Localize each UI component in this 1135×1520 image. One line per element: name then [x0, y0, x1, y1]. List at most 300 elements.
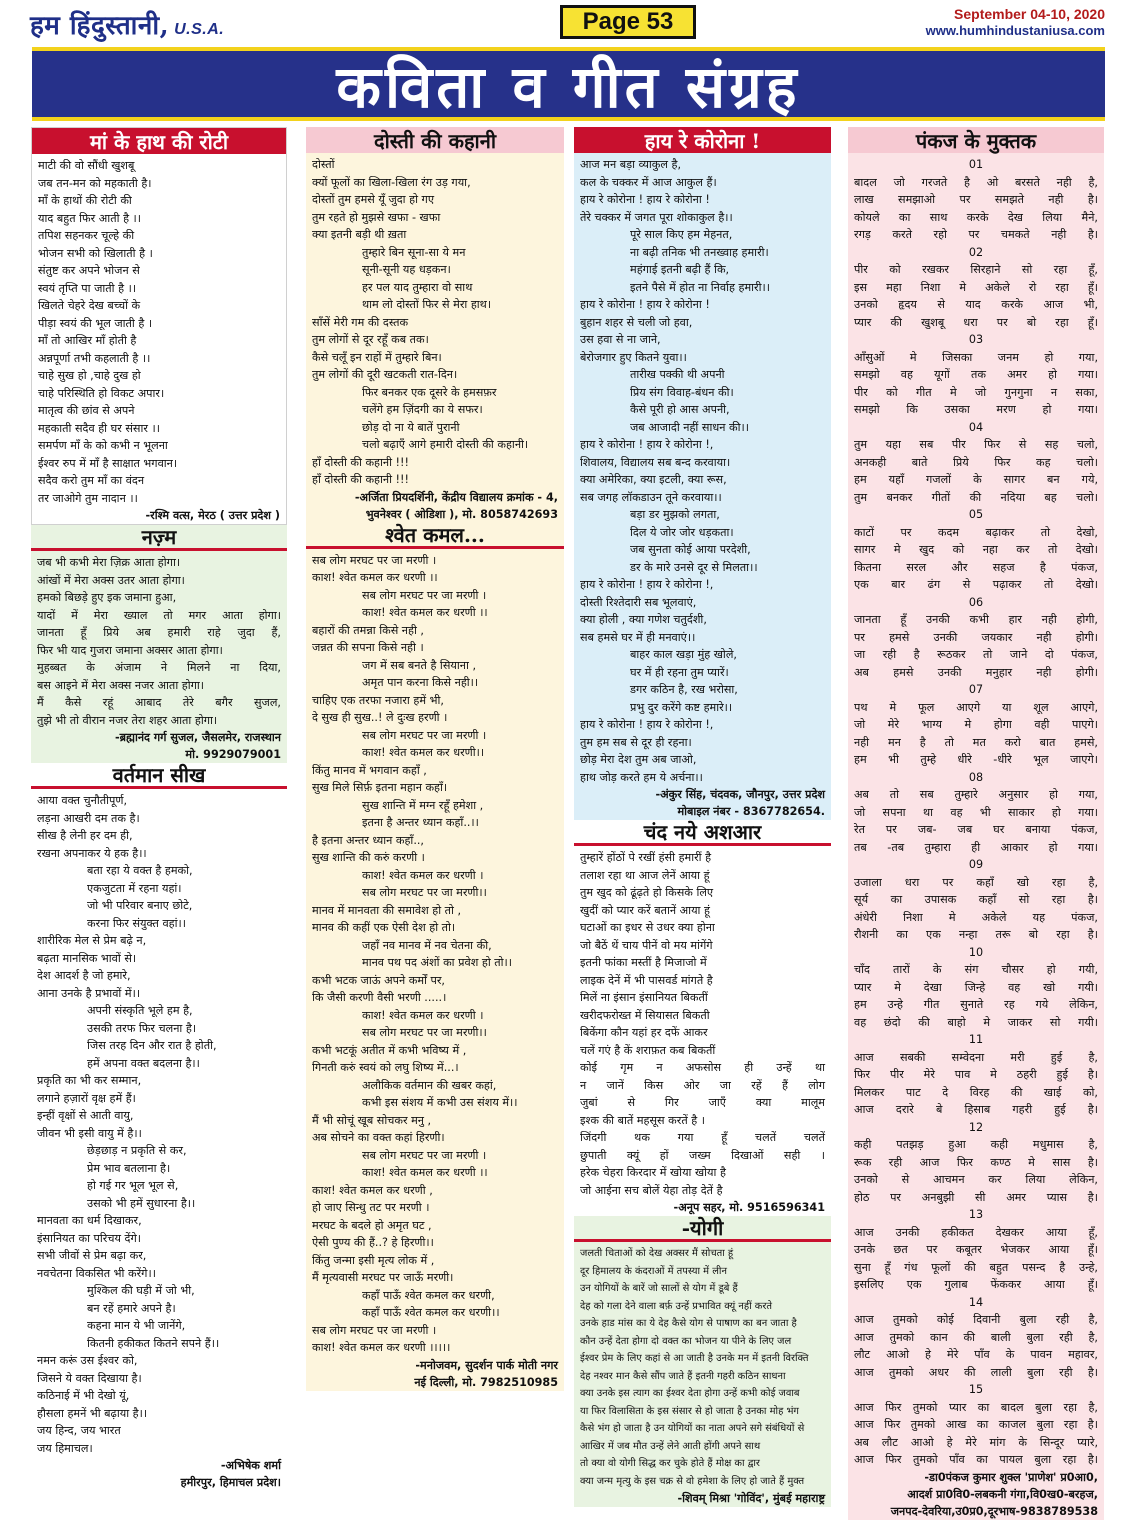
poem-line: लगाने हज़ारों वृक्ष हमें हैं।	[37, 1091, 136, 1105]
poem-line: जन्नत की सपना किसे नही ।	[312, 641, 424, 654]
poem-line: उजाला धरा पर कहाँ खो रहा है,	[854, 875, 1098, 889]
poem-line: घटाओं का इधर से उधर क्या होना	[580, 921, 715, 934]
stanza-number: 12	[968, 1120, 984, 1134]
poem-line: छोड़ मेरा देश तुम अब जाओ,	[580, 753, 697, 766]
poem-line: माटी की वो सौंधी खुशबू	[38, 159, 135, 172]
poem-line: जलती चिताओं को देख अक्सर मैं सोचता हूं	[580, 1248, 734, 1259]
poem-line: प्रेम भाव बतलाना है।	[87, 1161, 171, 1175]
poem-line: जानता हूँ प्रिये अब हमारी राहे जुदा हैं,	[37, 626, 281, 639]
poem-line: मानव की कहीं एक ऐसी देश हो तो।	[312, 921, 456, 934]
poem-line: फिर बनकर एक दूसरे के हमसफ़र	[362, 385, 497, 399]
poem-line: उसकी तरफ फिर चलना है।	[87, 1021, 197, 1035]
poem-line: सब लोग मरघट पर जा मरणी।।	[362, 886, 487, 899]
poem-line: सदैव करो तुम माँ का वंदन	[38, 474, 145, 487]
poem-line: चाहे परिस्थिति हो विकट अपार।	[38, 386, 165, 400]
poem-line: डर के मारे उनसे दूर से मिलता।।	[630, 560, 758, 574]
poem-line: क्या उनके इस त्याग का ईश्वर देता होगा उन्हें कभी कोई जवाब	[580, 1388, 800, 1399]
poem-line: काश! श्वेत कमल कर धरणी ।	[362, 868, 484, 882]
poem-line: अलौकिक वर्तमान की खबर कहां,	[362, 1078, 497, 1092]
poem-line: रूक रही आज फिर कण्ठ मे सास है।	[854, 1155, 1098, 1169]
poem-line: हर पल याद तुम्हारा वो साथ	[362, 280, 473, 294]
poem-roti	[31, 127, 287, 525]
poem-line: माँ तो आखिर माँ होती है	[38, 334, 137, 347]
poem-line: हाय रे कोरोना ! हाय रे कोरोना !,	[580, 718, 714, 731]
poem-body	[574, 1242, 831, 1507]
poem-line: मिलें ना इंसान इंसानियत बिकतीं	[580, 991, 708, 1004]
poet-credit: -मनोजवम, सुदर्शन पार्क मोती नगर	[415, 1358, 558, 1372]
stanza-number: 05	[968, 508, 984, 521]
poem-line: जहाँ नव मानव में नव चेतना की,	[362, 938, 492, 952]
poem-line: महकाती सदैव ही घर संसार ।।	[38, 421, 161, 435]
poem-line: पूरे साल किए हम मेहनत,	[630, 228, 733, 241]
poem-line: किंतु जन्मा इसी मृत्य लोक में ,	[312, 1253, 435, 1267]
poem-vartman-seekh	[31, 763, 287, 1491]
poem-line: सब लोग मरघट पर जा मरणी ।	[362, 1148, 487, 1162]
poem-line: कैसे भंग हो जाता है उन योगियों का नाता अपने सगे संबंधियों से	[580, 1423, 805, 1434]
poet-credit: आदर्श प्रा0वि0-लबकनी गंगा,वि0ख0-बरहज,	[907, 1487, 1098, 1501]
poem-line: तुम्हारे बिन सूना-सा ये मन	[362, 245, 466, 259]
poet-credit: -शिवम् मिश्रा 'गोविंद', मुंबई महाराष्ट्र	[677, 1492, 825, 1505]
poem-line: हाँ दोस्ती की कहानी !!!	[312, 473, 410, 486]
poem-line: मैं मृत्यवासी मरघट पर जाऊँ मरणी।	[312, 1271, 454, 1284]
poem-line: आँसुओं मे जिसका जनम हो गया,	[854, 350, 1098, 364]
poem-line: सुख मिले सिर्फ़ इतना महान कहाँ।	[312, 781, 448, 794]
poem-line: मानव पथ पद अंशों का प्रवेश हो तो।।	[362, 956, 513, 969]
poem-line: तुझे भी तो वीरान नजर तेरा शहर आता होगा।	[37, 713, 218, 727]
poem-line: छेड़छाड़ न प्रकृति से कर,	[87, 1144, 187, 1157]
poem-ashaar	[574, 820, 831, 1216]
poem-line: दे सुख ही सुख..! ले दुःख हरणी ।	[312, 711, 448, 724]
page-header	[0, 0, 1135, 44]
website-link[interactable]: www.humhindustaniusa.com	[925, 23, 1105, 38]
poem-body	[306, 549, 564, 1391]
poet-credit: -अभिषेक शर्मा	[220, 1459, 281, 1472]
poem-line: प्रभु दुर करेंगे कष्ट हमारे।।	[630, 700, 733, 714]
poem-line: मानवता का धर्म दिखाकर,	[37, 1214, 142, 1227]
stanza-number: 15	[968, 1383, 984, 1396]
poem-line: सागर मे खुद को नहा कर तो देखो।	[854, 543, 1098, 556]
stanza-number: 14	[968, 1295, 984, 1309]
section-title: वर्तमान सीख	[31, 763, 287, 789]
poem-line: पथ मे फूल आएगे या शूल आएगे,	[854, 700, 1098, 714]
poem-line: तुम यहा सब पीर फिर से सह चलो,	[854, 438, 1098, 451]
poem-line: प्यार मे देखा जिन्हे वह खो गयी।	[854, 980, 1098, 994]
poem-line: छोड़ दो ना ये बातें पुरानी	[362, 420, 460, 434]
poem-line: समझो वह यूगों तक अमर हो गया।	[854, 368, 1098, 381]
poem-line: काश! श्वेत कमल कर धरणी ।।	[362, 1166, 488, 1179]
poem-line: जो भी परिवार बनाए छोटे,	[87, 899, 193, 912]
poem-line: नमन करूं उस ईश्वर को,	[37, 1354, 138, 1367]
poem-line: यादों में मेरा ख्याल तो मगर आता होगा।	[37, 608, 281, 622]
poem-line: कि जैसी करणी वैसी भरणी .....।	[312, 991, 447, 1004]
section-title: पंकज के मुक्तक	[848, 127, 1104, 153]
poem-line: हम भी तुम्हे धीरे -धीरे भूल जाएगे।	[854, 753, 1098, 766]
poem-line: कैसे पूरी हो आस अपनी,	[630, 403, 730, 416]
poem-line: घर में ही रहना तुम प्यारें।	[630, 665, 729, 679]
poem-line: तुम रहते हो मुझसे खफा - खफा	[312, 210, 441, 224]
poem-line: उन योगियों के बारें जो सालों से योग में डूबे हैं	[580, 1283, 738, 1294]
poem-line: बिकेंगा कौन यहां हर दफें आकर	[580, 1026, 708, 1039]
poem-line: सब लोग मरघट पर जा मरणी ।	[362, 728, 487, 742]
poem-line: जब तन-मन को महकाती है।	[38, 176, 152, 190]
column-4	[848, 127, 1104, 1518]
poem-nazm	[31, 525, 287, 763]
poet-credit: भुवनेश्वर ( ओडिशा ), मो. 8058742693	[365, 507, 558, 521]
poem-line: इश्क की बातें महसूस करतें है ।	[580, 1113, 705, 1127]
poem-line: कभी भटक जाऊं अपने कर्मों पर,	[312, 973, 445, 987]
poem-line: कभी इस संशय में कभी उस संशय में।।	[362, 1096, 518, 1109]
poem-line: फिर भी याद गुजरा जमाना अक्सर आता होगा।	[37, 643, 223, 657]
poem-line: चलेंगे हम ज़िंदगी का ये सफर।	[362, 403, 483, 416]
poem-line: आंखों में मेरा अक्स उतर आता होगा।	[37, 573, 185, 587]
poem-line: मिलकर पाट दे विरह की खाई को,	[854, 1085, 1098, 1099]
poem-line: माँ के हाथों की रोटी की	[38, 194, 132, 207]
poem-line: थाम लो दोस्तों फिर से मेरा हाथ।	[362, 298, 492, 311]
section-title: मां के हाथ की रोटी	[32, 128, 286, 154]
poem-line: डगर कठिन है, रख भरोसा,	[630, 683, 738, 696]
poem-line: मरघट के बदले हो अमृत घट ,	[312, 1218, 432, 1232]
poem-line: अनकही बाते प्रिये फिर कह चलो।	[854, 455, 1098, 469]
poem-line: पर हमसे उनकी जयकार नही होगी।	[854, 630, 1098, 644]
poem-line: खिलते चेहरे देख बच्चों के	[38, 299, 141, 312]
issue-date: September 04-10, 2020	[954, 6, 1105, 22]
poem-line: कल के चक्कर में आज आकुल हैं।	[580, 175, 717, 189]
poem-line: अपनी संस्कृति भूले हम है,	[87, 1004, 193, 1017]
poem-line: सब लोग मरघट पर जा मरणी ।	[362, 588, 487, 602]
poem-line: आज उनकी हकीकत देखकर आया हूँ,	[854, 1225, 1098, 1239]
poem-body	[574, 153, 831, 820]
poem-line: जो मेरे भाग्य मे होगा वही पाएगे।	[854, 718, 1098, 731]
poem-line: कभी भटकूं अतीत में कभी भविष्य में ,	[312, 1043, 467, 1057]
poem-line: खुदीं को प्यार करें बतानें आया हूं	[580, 903, 710, 917]
stanza-number: 06	[968, 595, 984, 609]
poem-line: खरीदफरोख्त में सियासत बिकती	[580, 1008, 710, 1022]
poem-line: दोस्ती रिश्तेदारी सब भूलवाएं,	[580, 595, 697, 609]
poem-line: बस आइने में मेरा अक्स नजर आता होगा।	[37, 678, 205, 692]
poem-line: तपिश सहनकर चूल्हे की	[38, 229, 135, 242]
poem-line: लाख समझाओ पर समझते नही है।	[854, 193, 1098, 206]
poet-credit: -ब्रह्मानंद गर्ग सुजल, जैसलमेर, राजस्थान	[114, 731, 281, 744]
poem-line: कोई गृम न अफसोस ही उन्हें था	[580, 1061, 825, 1074]
poem-line: मैं भी सोचूं खूब सोचकर मनु ,	[312, 1113, 432, 1127]
poem-line: मुहब्बत के अंजाम ने मिलने ना दिया,	[37, 661, 281, 674]
poem-line: हो गई गर भूल भूल से,	[87, 1179, 179, 1192]
poem-line: हाय रे कोरोना ! हाय रे कोरोना !	[580, 298, 710, 311]
poem-line: मैं कैसे रहूं आबाद तेरे बगैर सुजल,	[37, 696, 281, 709]
poem-line: हाँ दोस्ती की कहानी !!!	[312, 455, 410, 469]
poem-line: हो जाए सिन्धु तट पर मरणी ।	[312, 1201, 430, 1214]
brand-name: हम हिंदुस्तानी,	[30, 11, 170, 41]
poem-line: संतुष्ट कर अपने भोजन से	[38, 264, 140, 277]
poem-line: जा रही है रूठकर तो जाने दो पंकज,	[854, 648, 1098, 661]
stanza-number: 10	[968, 945, 984, 959]
section-title: -योगी	[574, 1216, 831, 1242]
column-1	[31, 127, 287, 1505]
poem-line: बहारों की तमन्ना किसे नही ,	[312, 623, 424, 637]
brand-suffix: U.S.A.	[169, 21, 225, 38]
stanza-number: 07	[968, 683, 984, 696]
poem-line: कौन उन्हें देता होगा दो वक्त का भोजन या पीने के लिए जल	[580, 1335, 792, 1347]
poem-line: सूर्य का उपासक कहाँ सो रहा है।	[854, 893, 1098, 906]
poem-line: अब हमसे उनकी मनुहार नही होगी।	[854, 665, 1098, 679]
poem-line: हम यहाँ गजलों के सागर बन गये,	[854, 473, 1098, 486]
poem-line: रौशनी का एक नन्हा तरू बो रहा है।	[854, 928, 1098, 941]
poem-line: सूनी-सूनी यह धड़कन।	[362, 263, 451, 276]
banner-title: कविता व गीत संग्रह	[336, 52, 801, 121]
poem-body	[32, 154, 286, 524]
poem-line: लौट आओ हे मेरे पाँव के पावन महावर,	[854, 1348, 1098, 1361]
poem-line: हाय रे कोरोना ! हाय रे कोरोना !	[580, 193, 710, 206]
column-3	[574, 127, 831, 1505]
poet-credit: -अर्जिता प्रियदर्शिनी, केंद्रीय विद्यालय क्रमांक - 4,	[354, 490, 558, 504]
poem-line: कहाँ पाऊँ श्वेत कमल कर धरणी।।	[362, 1306, 500, 1319]
poem-line: रगड़ करते रहो पर चमकते नही है।	[854, 228, 1098, 241]
poem-line: साँसें मेरी गम की दस्तक	[312, 315, 409, 329]
poem-line: इन्हीं वृक्षों से आती वायु,	[37, 1109, 134, 1122]
poem-line: एक बार ढंग से पढ़ाकर तो देखो।	[854, 578, 1098, 591]
poem-line: आज दरारे बे हिसाब गहरी हुई है।	[854, 1103, 1098, 1116]
poem-line: आज सबकी सम्वेदना मरी हुई है,	[854, 1050, 1098, 1064]
poem-line: पीर को रखकर सिरहाने सो रहा हूँ,	[854, 263, 1098, 276]
poem-line: हमें अपना वक्त बदलना है।।	[87, 1056, 200, 1070]
poem-line: तुम बनकर गीतों की नदिया बह चलो।	[854, 490, 1098, 504]
poem-line: सब जगह लॉकडाउन तूने करवाया।।	[580, 490, 722, 504]
poem-line: जिंदगी थक गया हूँ चलतें चलतें	[580, 1131, 825, 1144]
poem-line: याद बहुत फिर आती है ।।	[38, 211, 142, 225]
poem-line: चलो बढ़ाएँ आगे हमारी दोस्ती की कहानी।	[362, 438, 529, 451]
poem-line: चाहिए एक तरफा नजारा हमें भी,	[312, 693, 444, 707]
poem-line: सुख शान्ति में मग्न रहूँ हमेशा ,	[362, 798, 484, 812]
poem-line: मानव में मानवता की समावेश हो तो ,	[312, 903, 462, 917]
poem-line: आखिर में जब मौत उन्हें लेने आती होंगी अपने साथ	[580, 1440, 761, 1452]
stanza-number: 01	[968, 158, 984, 171]
poem-line: तेरे चक्कर में जगत पूरा शोकाकुल है।।	[580, 210, 733, 224]
poem-line: जुबां से गिर जाएँ क्या मालूम	[580, 1096, 825, 1109]
poem-line: आज तुमको अधर की लाली बुला रही है।	[854, 1365, 1098, 1379]
poem-pankaj-muktak	[848, 127, 1104, 1520]
poem-line: जय हिमाचल।	[37, 1441, 93, 1455]
poem-line: दूर हिमालय के कंदराओं में तपस्या में लीन	[580, 1265, 727, 1277]
poem-line: फिर पीर मेरे पाव मे ठहरी हुई है।	[854, 1068, 1098, 1081]
poem-line: चाँद तारों के संग चौसर हो गयी,	[854, 963, 1098, 976]
poem-line: है इतना अन्तर ध्यान कहाँ..,	[312, 833, 424, 847]
poem-line: गिनती करुं स्वयं को लघु शिष्य में...।	[312, 1061, 459, 1074]
poem-line: तुम्हारें होंठों पे रखीं हंसी हमारीं है	[580, 851, 712, 864]
poem-line: रखना अपनाकर ये हक है।।	[37, 846, 147, 860]
poem-line: जो सपना था वह भी साकार हो गया।	[854, 805, 1098, 819]
poem-body	[306, 153, 564, 523]
poem-line: इतना है अन्तर ध्यान कहाँ..।।	[362, 816, 479, 829]
poem-line: शिवालय, विद्यालय सब बन्द करवाया।	[580, 455, 731, 469]
poem-line: क्या जन्म मृत्यु के इस चक्र से वो हमेशा के लिए हो जाते हैं मुक्त	[580, 1475, 805, 1487]
poem-line: ऐसी पुण्य की हैं..? हे हिरणी।।	[312, 1236, 434, 1249]
poem-line: तारीख पक्की थी अपनी	[630, 368, 725, 381]
poem-line: शारीरिक मेल से प्रेम बढ़े न,	[37, 934, 147, 947]
poem-line: लड़ना आखरी दम तक है।	[37, 811, 140, 825]
stanza-number: 08	[968, 770, 984, 784]
poet-credit: -अंकुर सिंह, चंदवक, जौनपुर, उत्तर प्रदेश	[655, 788, 825, 801]
poem-line: बन रहें हमारे अपने है।	[87, 1301, 176, 1315]
poem-line: प्रकृति का भी कर सम्मान,	[37, 1074, 142, 1087]
section-title: नज़्म	[31, 525, 287, 551]
poem-line: हाय रे कोरोना ! हाय रे कोरोना !,	[580, 578, 714, 591]
stanza-number: 13	[968, 1208, 984, 1221]
poem-line: काश! श्वेत कमल कर धरणी ,	[312, 1183, 433, 1197]
poem-line: आज फिर तुमको प्यार का बादल बुला रहा है,	[854, 1400, 1098, 1414]
poem-line: तब -तब तुम्हारा ही आकार हो गया।	[854, 840, 1098, 854]
poem-line: ना बढ़ी तनिक भी तनख्वाह हमारी।	[630, 245, 769, 259]
poem-line: हाथ जोड़ करते हम ये अर्चना।।	[580, 770, 703, 784]
poem-line: मुश्किल की घड़ी में जो भी,	[87, 1284, 195, 1297]
poem-line: जो आईना सच बोलें येहा तोड़ देतें है	[580, 1183, 723, 1197]
section-title: हाय रे कोरोना !	[574, 127, 831, 153]
poem-line: चलें गएं है कें शराफ़त कब बिकतीं	[580, 1043, 716, 1057]
poem-line: तुम हम सब से दूर ही रहना।	[580, 735, 692, 749]
poem-line: हम उन्हे गीत सुनाते रह गये लेकिन,	[854, 998, 1098, 1011]
poem-line: अंधेरी निशा मे अकेले यह पंकज,	[854, 910, 1098, 924]
poem-line: तर जाओगे तुम नादान ।।	[38, 491, 138, 505]
poem-line: सीख है लेनी हर दम ही,	[37, 829, 133, 842]
poem-line: न जानें किस ओर जा रहें हैं लोग	[580, 1078, 825, 1092]
poem-line: बुहान शहर से चली जो हवा,	[580, 315, 693, 329]
poem-line: क्या होली , क्या गणेश चतुर्दशी,	[580, 613, 707, 626]
poem-line: उस हवा से ना जाने,	[580, 333, 661, 346]
stanza-number: 03	[968, 333, 984, 346]
poem-body	[31, 789, 287, 1491]
poet-credit: -रश्मि वत्स, मेरठ ( उत्तर प्रदेश )	[145, 509, 280, 522]
poet-credit: नई दिल्ली, मो. 7982510985	[414, 1375, 558, 1389]
poem-line: रेत पर जब- जब घर बनाया पंकज,	[854, 823, 1098, 836]
poet-credit: हमीरपुर, हिमाचल प्रदेश।	[180, 1476, 281, 1489]
poem-line: प्यार की खुशबू धरा पर बो रहा हूँ।	[854, 315, 1098, 329]
poem-line: लाइक देनें में भी पासवर्ड मांगते है	[580, 973, 713, 987]
poem-line: तुम खुद को ढूंढ़ते हो किसके लिए	[580, 886, 714, 899]
poem-line: छुपाती क्यूं हों जख्म दिखाओं सही ।	[580, 1148, 825, 1162]
poem-line: बड़ा डर मुझको लगता,	[630, 508, 720, 521]
poem-line: पीड़ा स्वयं की भूल जाती है ।	[38, 316, 153, 330]
poet-credit: मो. 9929079001	[185, 748, 281, 761]
poem-line: वह छंदो की बाहो मे जाकर सो गयी।	[854, 1015, 1098, 1029]
section-title: दोस्ती की कहानी	[306, 127, 564, 153]
poem-body	[848, 153, 1104, 1520]
poem-line: जय हिन्द, जय भारत	[37, 1424, 121, 1437]
poem-line: आज फिर तुमको पाँव का पायल बुला रहा है।	[854, 1453, 1098, 1466]
poem-line: तुम लोगों से दूर रहूँ कब तक।	[312, 333, 429, 346]
poem-line: अब तो सब तुम्हारे अनुसार हो गया,	[854, 788, 1098, 801]
poem-line: बता रहा ये वक्त है हमको,	[87, 864, 193, 877]
poem-line: काश! श्वेत कमल कर धरणी ।	[362, 1008, 484, 1022]
poem-line: सब हमसे घर में ही मनवाएं।।	[580, 630, 696, 644]
poem-line: दोस्तों	[312, 158, 335, 171]
poem-line: आना उनके है प्रभावों में।।	[37, 986, 141, 1000]
poem-line: दोस्तों तुम हमसे यूँ जुदा हो गए	[312, 193, 435, 206]
poem-line: समर्पण माँ के को कभी न भूलना	[38, 439, 168, 452]
poem-shwet-kamal	[306, 523, 564, 1391]
poem-line: बादल जो गरजते है ओ बरसते नही है,	[854, 175, 1098, 189]
poem-line: पीर को गीत मे जो गुनगुना न सका,	[854, 385, 1098, 399]
poem-line: सुख शान्ति की करुं करणी ।	[312, 851, 425, 864]
poem-line: जो बैठें थें चाय पीनें वो मय मांगेंगे	[580, 938, 713, 952]
poem-line: स्वयं तृप्ति पा जाती है ।।	[38, 281, 137, 295]
poem-line: जानता हूँ उनकी कभी हार नही होगी,	[854, 613, 1098, 626]
section-title: श्वेत कमल...	[306, 523, 564, 549]
poem-line: उनके छत पर कबूतर भेजकर आया हूँ।	[854, 1243, 1098, 1256]
poem-line: प्रिय संग विवाह-बंधन की।	[630, 385, 734, 399]
poem-line: कितनी हकीकत कितने सपने हैं।।	[87, 1336, 220, 1350]
poem-yogi	[574, 1216, 831, 1507]
poem-line: अब लौट आओ हे मेरे मांग के सिन्दूर प्यारे,	[854, 1435, 1098, 1449]
poem-line: कहना मान ये भी जानेंगे,	[87, 1319, 186, 1332]
poem-line: सब लोग मरघट पर जा मरणी ।	[312, 1323, 437, 1337]
poem-line: हरेक चेहरा किरदार में खोया खोया है	[580, 1166, 726, 1179]
page-banner	[32, 47, 1105, 121]
poem-corona	[574, 127, 831, 820]
poem-line: नही मन है तो मत करो बात हमसे,	[854, 735, 1098, 749]
poem-line: बेरोजगार हुए कितने युवा।।	[580, 350, 687, 364]
poem-line: दिल ये जोर जोर धड़कता।	[630, 525, 734, 539]
poem-line: करना फिर संयुक्त वहां।।	[87, 916, 187, 930]
poem-line: देश आदर्श है जो हमारे,	[37, 969, 131, 982]
poem-line: सब लोग मरघट पर जा मरणी।।	[362, 1026, 487, 1039]
poem-line: उनके हाड मांस का ये देह कैसे योग से पाषाण का बन जाता है	[580, 1318, 797, 1329]
poem-line: महंगाई इतनी बढ़ी हैं कि,	[630, 263, 730, 276]
poem-line: बाहर काल खड़ा मुंह खोले,	[630, 648, 737, 661]
poem-line: हौसला हमनें भी बढ़ाया है।।	[37, 1406, 148, 1420]
poem-line: सभी जीवों से प्रेम बढ़ा कर,	[37, 1249, 147, 1262]
poem-line: काटों पर कदम बढ़ाकर तो देखो,	[854, 525, 1098, 539]
poem-line: उनको हृदय से याद करके आज भी,	[854, 298, 1098, 311]
poem-dosti	[306, 127, 564, 523]
poem-line: इतने पैसे में होत ना निर्वाह हमारी।।	[630, 280, 770, 294]
poem-line: मातृत्व की छांव से अपने	[38, 404, 135, 417]
poem-line: सुना हूँ गंध फूलों की बहुत पसन्द है उन्हे,	[854, 1260, 1098, 1274]
poem-line: तलाश रहा था आज लेनें आया हूं	[580, 868, 710, 882]
poet-credit: मोबाइल नंबर - 8367782654.	[677, 805, 825, 818]
poem-line: जब आजादी नहीं साधन की।।	[630, 420, 749, 434]
poem-line: आज तुमको कान की बाली बुला रही है,	[854, 1330, 1098, 1344]
poem-line: जिसने ये वक्त दिखाया है।	[37, 1371, 142, 1385]
poem-line: कठिनाई में भी देखो यूं,	[37, 1389, 130, 1402]
poem-line: एकजुटता में रहना यहां।	[87, 881, 182, 895]
poem-line: चाहे सुख हो ,चाहे दुख हो	[38, 369, 141, 382]
poet-credit: जनपद-देवरिया,उ0प्र0,दूरभाष-9838789538	[890, 1504, 1098, 1518]
poem-line: जीवन भी इसी वायु में है।।	[37, 1126, 142, 1140]
poem-line: क्यों फूलों का खिला-खिला रंग उड़ गया,	[312, 175, 471, 189]
poem-line: हमको बिछड़े हुए इक जमाना हुआ,	[37, 591, 177, 604]
poem-line: अमृत पान करना किसे नही।।	[362, 676, 479, 689]
stanza-number: 09	[968, 858, 984, 871]
poem-line: अन्नपूर्णा तभी कहलाती है ।।	[38, 351, 151, 365]
poem-line: कितना सरल और सहज है पंकज,	[854, 560, 1098, 574]
poem-line: तुम लोगों की दूरी खटकती रात-दिन।	[312, 368, 458, 381]
poem-line: इस महा निशा मे अकेले रो रहा हूँ।	[854, 280, 1098, 294]
poem-line: सब लोग मरघट पर जा मरणी ।	[312, 553, 437, 567]
poem-line: इसलिए एक गुलाब फेंककर आया हूँ।	[854, 1278, 1098, 1291]
poem-line: आज फिर तुमको आख का काजल बुला रहा है।	[854, 1418, 1098, 1431]
poem-line: हाय रे कोरोना ! हाय रे कोरोना !,	[580, 438, 714, 451]
poem-line: बढ़ता मानसिक भावों से।	[37, 951, 137, 965]
poem-line: आज तुमको कोई दिवानी बुला रही है,	[854, 1313, 1098, 1326]
poem-line: नवचेतना विकसित भी करेंगे।।	[37, 1266, 156, 1280]
poem-line: जग में सब बनते है सियाना ,	[362, 658, 477, 672]
poem-line: आया वक्त चुनौतीपूर्ण,	[37, 794, 128, 807]
page-number-box: Page 53	[560, 5, 696, 39]
poem-line: ईश्वर प्रेम के लिए कहां से आ जाती है उनके मन में इतनी विरक्ति	[580, 1353, 809, 1364]
poem-line: क्या इतनी बड़ी थी ख़ता	[312, 228, 407, 241]
poet-credit: -डा0पंकज कुमार शुक्ल 'प्राणेश' प्र0आ0,	[924, 1470, 1098, 1484]
column-2	[306, 127, 564, 1505]
poem-line: कैसे चलूँ इन राहों में तुम्हारे बिन।	[312, 350, 442, 364]
